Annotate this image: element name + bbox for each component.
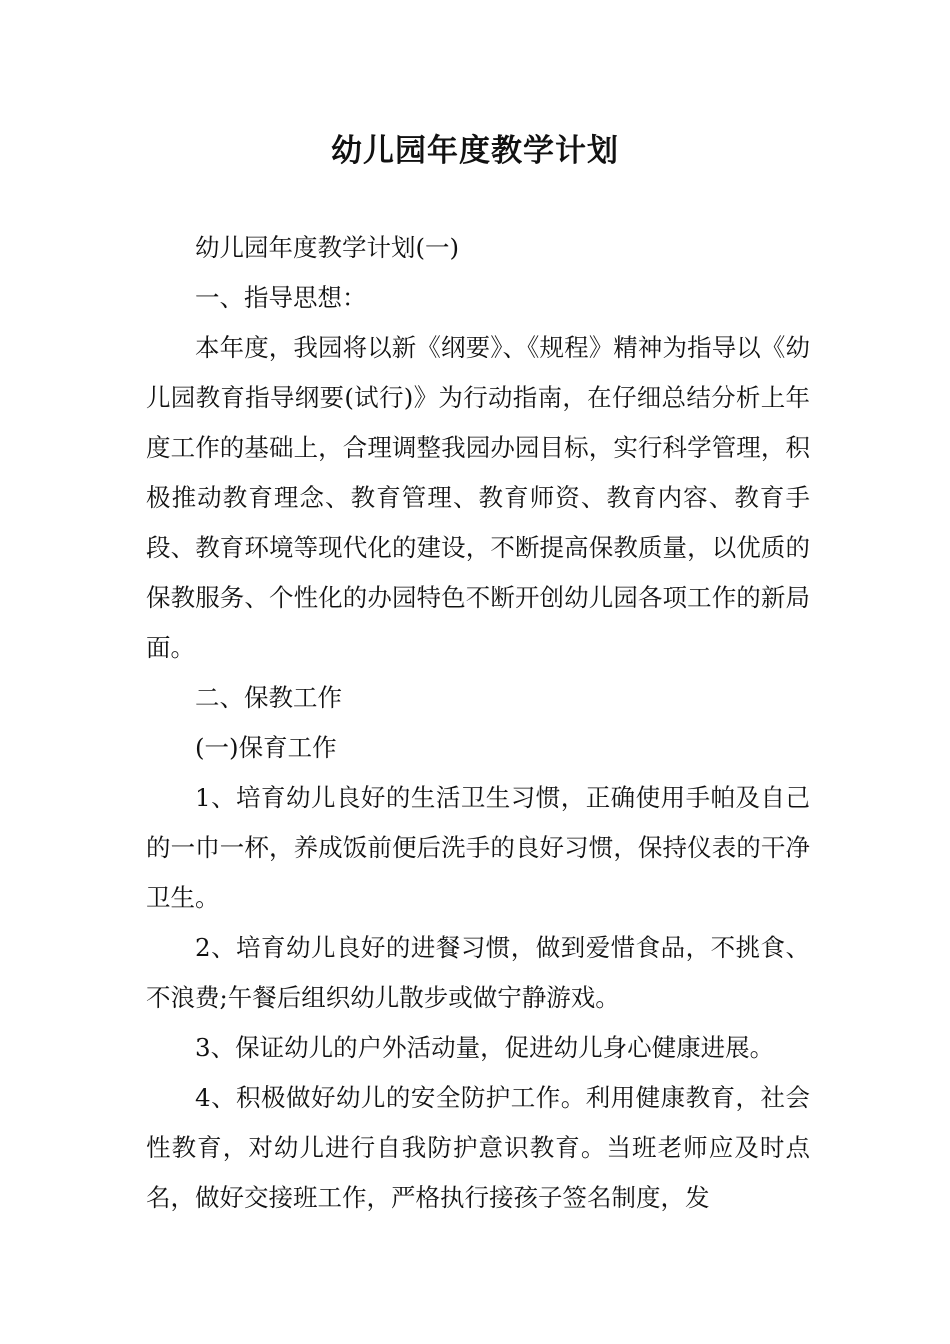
heading-care-education-work: 二、保教工作	[195, 683, 342, 712]
paragraph-item-1: 1、培育幼儿良好的生活卫生习惯，正确使用手帕及自己的一巾一杯，养成饭前便后洗手的良好习惯，保持仪表的干净卫生。	[146, 783, 810, 912]
document-title: 幼儿园年度教学计划	[331, 133, 619, 169]
paragraph-item-3: 3、保证幼儿的户外活动量，促进幼儿身心健康进展。	[195, 1033, 775, 1062]
heading-nursing-work: (一)保育工作	[195, 733, 337, 762]
document-body	[146, 223, 810, 1223]
heading-guiding-thought: 一、指导思想：	[195, 283, 367, 312]
section-subtitle: 幼儿园年度教学计划(一)	[195, 233, 460, 262]
paragraph-item-4: 4、积极做好幼儿的安全防护工作。利用健康教育，社会性教育，对幼儿进行自我防护意识教育。当班老师应及时点名，做好交接班工作，严格执行接孩子签名制度，发	[146, 1083, 810, 1212]
paragraph-item-2: 2、培育幼儿良好的进餐习惯，做到爱惜食品，不挑食、不浪费;午餐后组织幼儿散步或做宁静游戏。	[146, 933, 810, 1012]
paragraph-guiding-thought: 本年度，我园将以新《纲要》、《规程》精神为指导以《幼儿园教育指导纲要(试行)》为行动指南，在仔细总结分析上年度工作的基础上，合理调整我园办园目标，实行科学管理，积极推动教育理念、教育管理、教育师资、教育内容、教育手段、教育环境等现代化的建设，不断提高保教质量，以优质的保教服务、个性化的办园特色不断开创幼儿园各项工作的新局面。	[146, 333, 810, 662]
